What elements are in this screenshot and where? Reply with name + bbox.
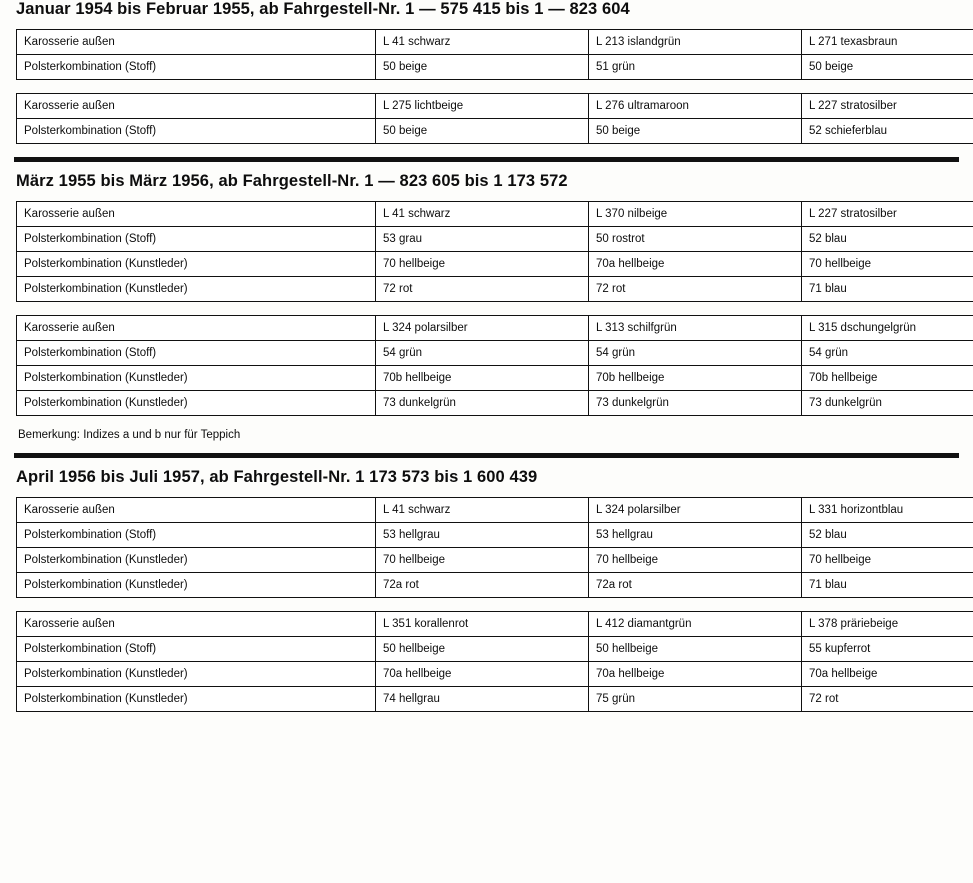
- row-value: 53 grau: [376, 227, 589, 252]
- color-table: [16, 497, 973, 598]
- row-value: 55 kupferrot: [802, 637, 973, 662]
- row-value: L 271 texasbraun: [802, 30, 973, 55]
- row-value: L 41 schwarz: [376, 30, 589, 55]
- row-label: Karosserie außen: [17, 30, 376, 55]
- row-label: Polsterkombination (Stoff): [17, 55, 376, 80]
- row-value: L 331 horizontblau: [802, 498, 973, 523]
- row-value: 50 beige: [376, 55, 589, 80]
- row-value: L 41 schwarz: [376, 498, 589, 523]
- row-label: Polsterkombination (Kunstleder): [17, 662, 376, 687]
- row-value: L 324 polarsilber: [589, 498, 802, 523]
- row-value: 50 beige: [589, 119, 802, 144]
- row-value: 50 beige: [802, 55, 973, 80]
- row-value: 52 schieferblau: [802, 119, 973, 144]
- row-value: 73 dunkelgrün: [589, 391, 802, 416]
- row-label: Polsterkombination (Kunstleder): [17, 366, 376, 391]
- row-value: L 41 schwarz: [376, 202, 589, 227]
- row-value: 74 hellgrau: [376, 687, 589, 712]
- row-value: 54 grün: [376, 341, 589, 366]
- row-label: Karosserie außen: [17, 498, 376, 523]
- table-row: [17, 119, 973, 144]
- table-row: [17, 498, 973, 523]
- row-label: Karosserie außen: [17, 612, 376, 637]
- table-row: [17, 55, 973, 80]
- color-table: [16, 611, 973, 712]
- table-row: [17, 366, 973, 391]
- row-value: 52 blau: [802, 227, 973, 252]
- row-label: Polsterkombination (Stoff): [17, 637, 376, 662]
- row-value: 73 dunkelgrün: [802, 391, 973, 416]
- row-label: Polsterkombination (Stoff): [17, 341, 376, 366]
- row-value: L 276 ultramaroon: [589, 94, 802, 119]
- row-value: 70a hellbeige: [802, 662, 973, 687]
- row-value: 71 blau: [802, 573, 973, 598]
- table-row: [17, 341, 973, 366]
- row-value: 70 hellbeige: [802, 252, 973, 277]
- section-divider: [14, 453, 959, 458]
- row-label: Polsterkombination (Kunstleder): [17, 687, 376, 712]
- section-2: [14, 172, 959, 441]
- table-row: [17, 637, 973, 662]
- section-divider: [14, 157, 959, 162]
- table-row: [17, 94, 973, 119]
- row-value: 72a rot: [589, 573, 802, 598]
- row-label: Polsterkombination (Kunstleder): [17, 277, 376, 302]
- row-value: 70 hellbeige: [589, 548, 802, 573]
- section-title: April 1956 bis Juli 1957, ab Fahrgestell-Nr. 1 173 573 bis 1 600 439: [16, 468, 538, 486]
- row-value: 54 grün: [589, 341, 802, 366]
- row-value: 50 hellbeige: [589, 637, 802, 662]
- table-row: [17, 573, 973, 598]
- row-value: L 275 lichtbeige: [376, 94, 589, 119]
- row-value: 70a hellbeige: [589, 662, 802, 687]
- row-value: L 370 nilbeige: [589, 202, 802, 227]
- row-label: Polsterkombination (Kunstleder): [17, 391, 376, 416]
- row-value: 50 rostrot: [589, 227, 802, 252]
- row-value: 70 hellbeige: [802, 548, 973, 573]
- table-row: [17, 316, 973, 341]
- color-table: [16, 201, 973, 302]
- row-value: 52 blau: [802, 523, 973, 548]
- row-value: 70a hellbeige: [589, 252, 802, 277]
- row-value: L 324 polarsilber: [376, 316, 589, 341]
- table-row: [17, 252, 973, 277]
- row-label: Polsterkombination (Stoff): [17, 227, 376, 252]
- section-title: Januar 1954 bis Februar 1955, ab Fahrgestell-Nr. 1 — 575 415 bis 1 — 823 604: [16, 0, 630, 18]
- row-value: 73 dunkelgrün: [376, 391, 589, 416]
- row-label: Karosserie außen: [17, 94, 376, 119]
- row-value: 72 rot: [802, 687, 973, 712]
- row-label: Polsterkombination (Kunstleder): [17, 573, 376, 598]
- row-value: 72 rot: [589, 277, 802, 302]
- row-value: L 313 schilfgrün: [589, 316, 802, 341]
- section-remark: Bemerkung: Indizes a und b nur für Teppich: [18, 429, 241, 441]
- row-label: Polsterkombination (Kunstleder): [17, 548, 376, 573]
- table-row: [17, 391, 973, 416]
- section-3: [14, 468, 959, 712]
- row-label: Karosserie außen: [17, 202, 376, 227]
- row-value: 70b hellbeige: [376, 366, 589, 391]
- row-label: Polsterkombination (Kunstleder): [17, 252, 376, 277]
- table-row: [17, 662, 973, 687]
- section-1: [14, 0, 959, 144]
- row-value: L 351 korallenrot: [376, 612, 589, 637]
- color-table: [16, 29, 973, 80]
- row-value: 54 grün: [802, 341, 973, 366]
- row-value: 50 beige: [376, 119, 589, 144]
- row-value: L 315 dschungelgrün: [802, 316, 973, 341]
- row-label: Karosserie außen: [17, 316, 376, 341]
- table-row: [17, 277, 973, 302]
- table-row: [17, 227, 973, 252]
- row-value: 53 hellgrau: [589, 523, 802, 548]
- table-row: [17, 30, 973, 55]
- row-value: 72 rot: [376, 277, 589, 302]
- row-value: 70b hellbeige: [589, 366, 802, 391]
- row-value: L 213 islandgrün: [589, 30, 802, 55]
- table-row: [17, 612, 973, 637]
- row-value: L 378 präriebeige: [802, 612, 973, 637]
- row-value: 70a hellbeige: [376, 662, 589, 687]
- row-value: 71 blau: [802, 277, 973, 302]
- row-value: 53 hellgrau: [376, 523, 589, 548]
- row-label: Polsterkombination (Stoff): [17, 523, 376, 548]
- table-row: [17, 523, 973, 548]
- row-value: 75 grün: [589, 687, 802, 712]
- row-value: L 227 stratosilber: [802, 94, 973, 119]
- row-label: Polsterkombination (Stoff): [17, 119, 376, 144]
- row-value: 72a rot: [376, 573, 589, 598]
- row-value: L 227 stratosilber: [802, 202, 973, 227]
- table-row: [17, 202, 973, 227]
- table-row: [17, 548, 973, 573]
- row-value: 70b hellbeige: [802, 366, 973, 391]
- row-value: 70 hellbeige: [376, 252, 589, 277]
- section-title: März 1955 bis März 1956, ab Fahrgestell-Nr. 1 — 823 605 bis 1 173 572: [16, 172, 568, 190]
- row-value: 51 grün: [589, 55, 802, 80]
- color-table: [16, 315, 973, 416]
- row-value: 50 hellbeige: [376, 637, 589, 662]
- table-row: [17, 687, 973, 712]
- row-value: L 412 diamantgrün: [589, 612, 802, 637]
- row-value: 70 hellbeige: [376, 548, 589, 573]
- color-table: [16, 93, 973, 144]
